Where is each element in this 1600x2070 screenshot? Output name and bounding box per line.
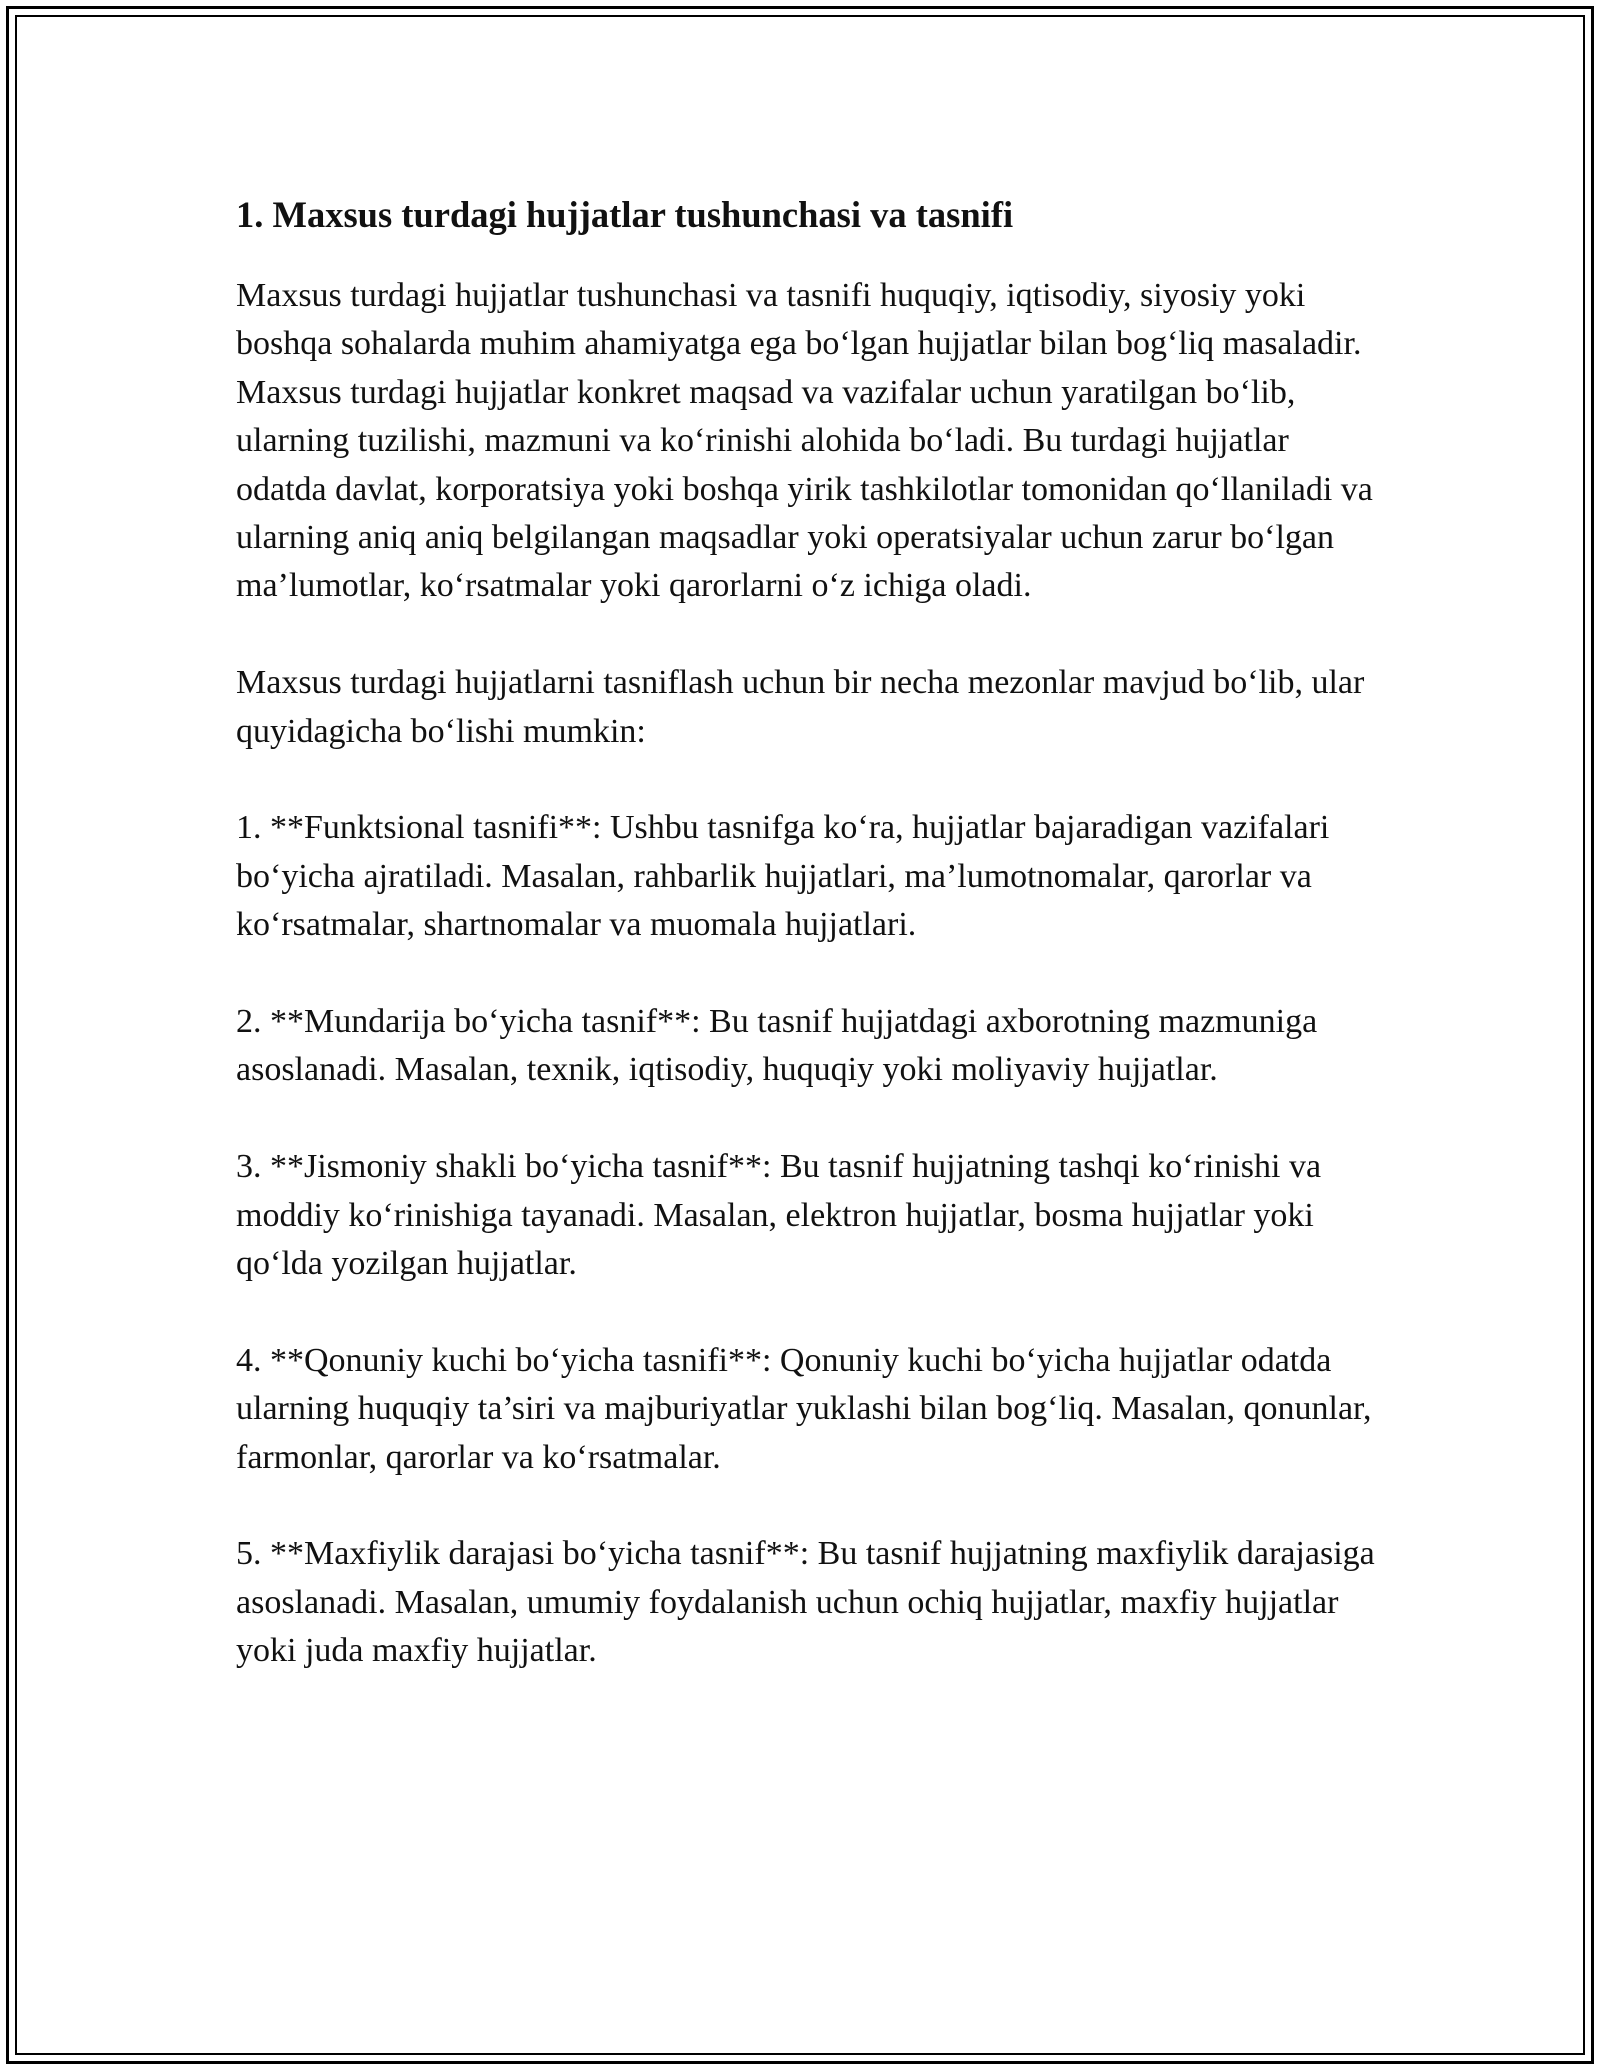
- classification-list: [236, 804, 1376, 1675]
- list-item: 3. **Jismoniy shakli bo‘yicha tasnif**: Bu tasnif hujjatning tashqi ko‘rinishi va moddiy ko‘rinishiga tayanadi. Masalan, elektron hujjatlar, bosma hujjatlar yoki qo‘lda yozilgan hujjatlar.: [236, 1148, 1322, 1283]
- list-item: 4. **Qonuniy kuchi bo‘yicha tasnifi**: Qonuniy kuchi bo‘yicha hujjatlar odatda ularning huquqiy ta’siri va majburiyatlar yuklashi bilan bog‘liq. Masalan, qonunlar, farmonlar, qarorlar va ko‘rsatmalar.: [236, 1341, 1372, 1476]
- list-item: 1. **Funktsional tasnifi**: Ushbu tasnifga ko‘ra, hujjatlar bajaradigan vazifalari bo‘yicha ajratiladi. Masalan, rahbarlik hujjatlari, ma’lumotnomalar, qarorlar va ko‘rsatmalar, shartnomalar va muomala hujjatlari.: [236, 809, 1330, 944]
- list-item: 5. **Maxfiylik darajasi bo‘yicha tasnif**: Bu tasnif hujjatning maxfiylik darajasiga asoslanadi. Masalan, umumiy foydalanish uchun ochiq hujjatlar, maxfiy hujjatlar yoki juda maxfiy hujjatlar.: [236, 1535, 1375, 1670]
- document-body: [236, 188, 1376, 1676]
- criteria-intro-paragraph: Maxsus turdagi hujjatlarni tasniflash uchun bir necha mezonlar mavjud bo‘lib, ular quyidagicha bo‘lishi mumkin:: [236, 664, 1365, 750]
- intro-paragraph: Maxsus turdagi hujjatlar tushunchasi va tasnifi huquqiy, iqtisodiy, siyosiy yoki boshqa sohalarda muhim ahamiyatga ega bo‘lgan hujjatlar bilan bog‘liq masaladir. Maxsus turdagi hujjatlar konkret maqsad va vazifalar uchun yaratilgan bo‘lib, ularning tuzilishi, mazmuni va ko‘rinishi alohida bo‘ladi. Bu turdagi hujjatlar odatda davlat, korporatsiya yoki boshqa yirik tashkilotlar tomonidan qo‘llaniladi va ularning aniq aniq belgilangan maqsadlar yoki operatsiyalar uchun zarur bo‘lgan ma’lumotlar, ko‘rsatmalar yoki qarorlarni o‘z ichiga oladi.: [236, 277, 1373, 605]
- list-item: 2. **Mundarija bo‘yicha tasnif**: Bu tasnif hujjatdagi axborotning mazmuniga asoslanadi. Masalan, texnik, iqtisodiy, huquqiy yoki moliyaviy hujjatlar.: [236, 1003, 1318, 1089]
- section-heading: 1. Maxsus turdagi hujjatlar tushunchasi va tasnifi: [236, 194, 1014, 235]
